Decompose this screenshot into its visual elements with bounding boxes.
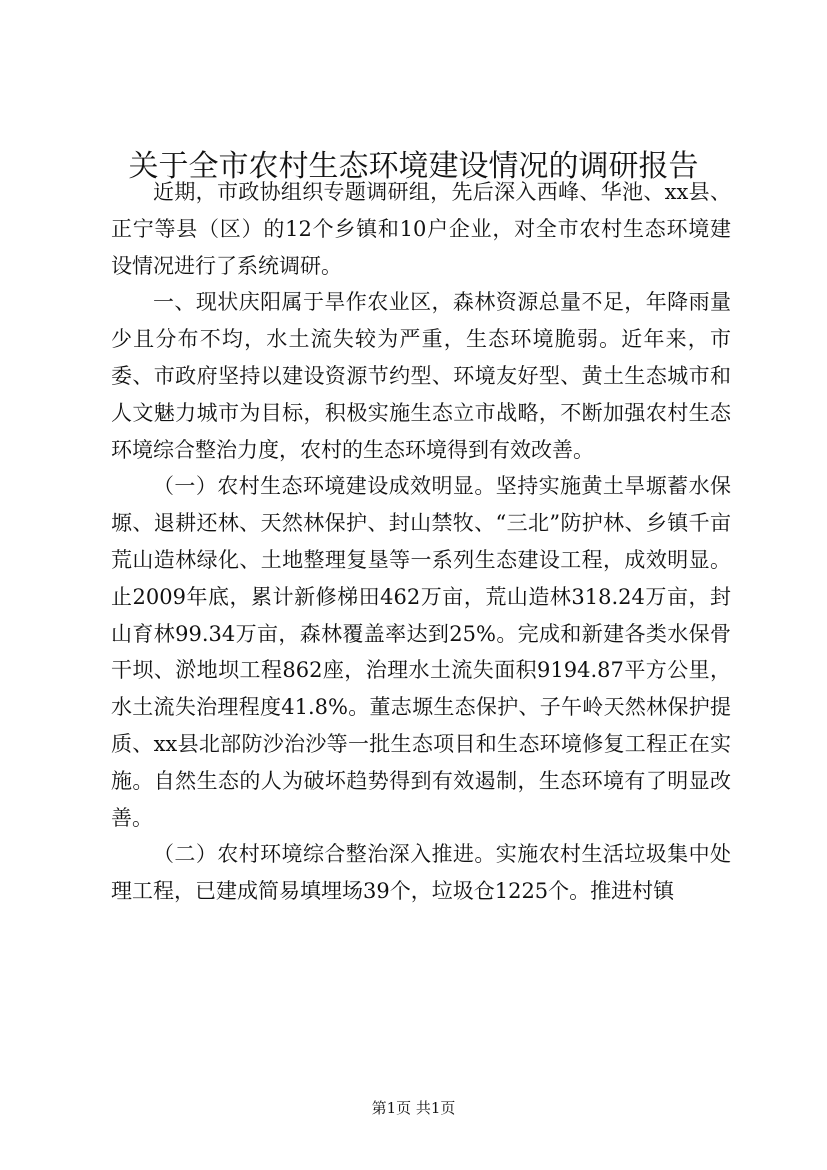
paragraph-ecology-results: （一）农村生态环境建设成效明显。坚持实施黄土旱塬蓄水保塬、退耕还林、天然林保护、封山禁牧、“三北”防护林、乡镇千亩荒山造林绿化、土地整理复垦等一系列生态建设工程，成效明显。止2009年底，累计新修梯田462万亩，荒山造林318.24万亩，封山育林99.34万亩，森林覆盖率达到25%。完成和新建各类水保骨干坝、淤地坝工程862座，治理水土流失面积9194.87平方公里，水土流失治理程度41.8%。董志塬生态保护、子午岭天然林保护提质、xx县北部防沙治沙等一批生态项目和生态环境修复工程正在实施。自然生态的人为破坏趋势得到有效遏制，生态环境有了明显改善。 — [111, 474, 731, 830]
paragraph-status: 一、现状庆阳属于旱作农业区，森林资源总量不足，年降雨量少且分布不均，水土流失较为严重，生态环境脆弱。近年来，市委、市政府坚持以建设资源节约型、环境友好型、黄土生态城市和人文魅力城市为目标，积极实施生态立市战略，不断加强农村生态环境综合整治力度，农村的生态环境得到有效改善。 — [111, 290, 731, 462]
document-title: 关于全市农村生态环境建设情况的调研报告 — [128, 149, 699, 184]
document-body — [111, 174, 731, 910]
page-footer: 第1页 共1页 — [371, 1099, 456, 1117]
paragraph-environment-improvement: （二）农村环境综合整治深入推进。实施农村生活垃圾集中处理工程，已建成简易填埋场39个，垃圾仓1225个。推进村镇 — [111, 842, 731, 904]
paragraph-intro: 近期，市政协组织专题调研组，先后深入西峰、华池、xx县、正宁等县（区）的12个乡镇和10户企业，对全市农村生态环境建设情况进行了系统调研。 — [111, 180, 731, 278]
